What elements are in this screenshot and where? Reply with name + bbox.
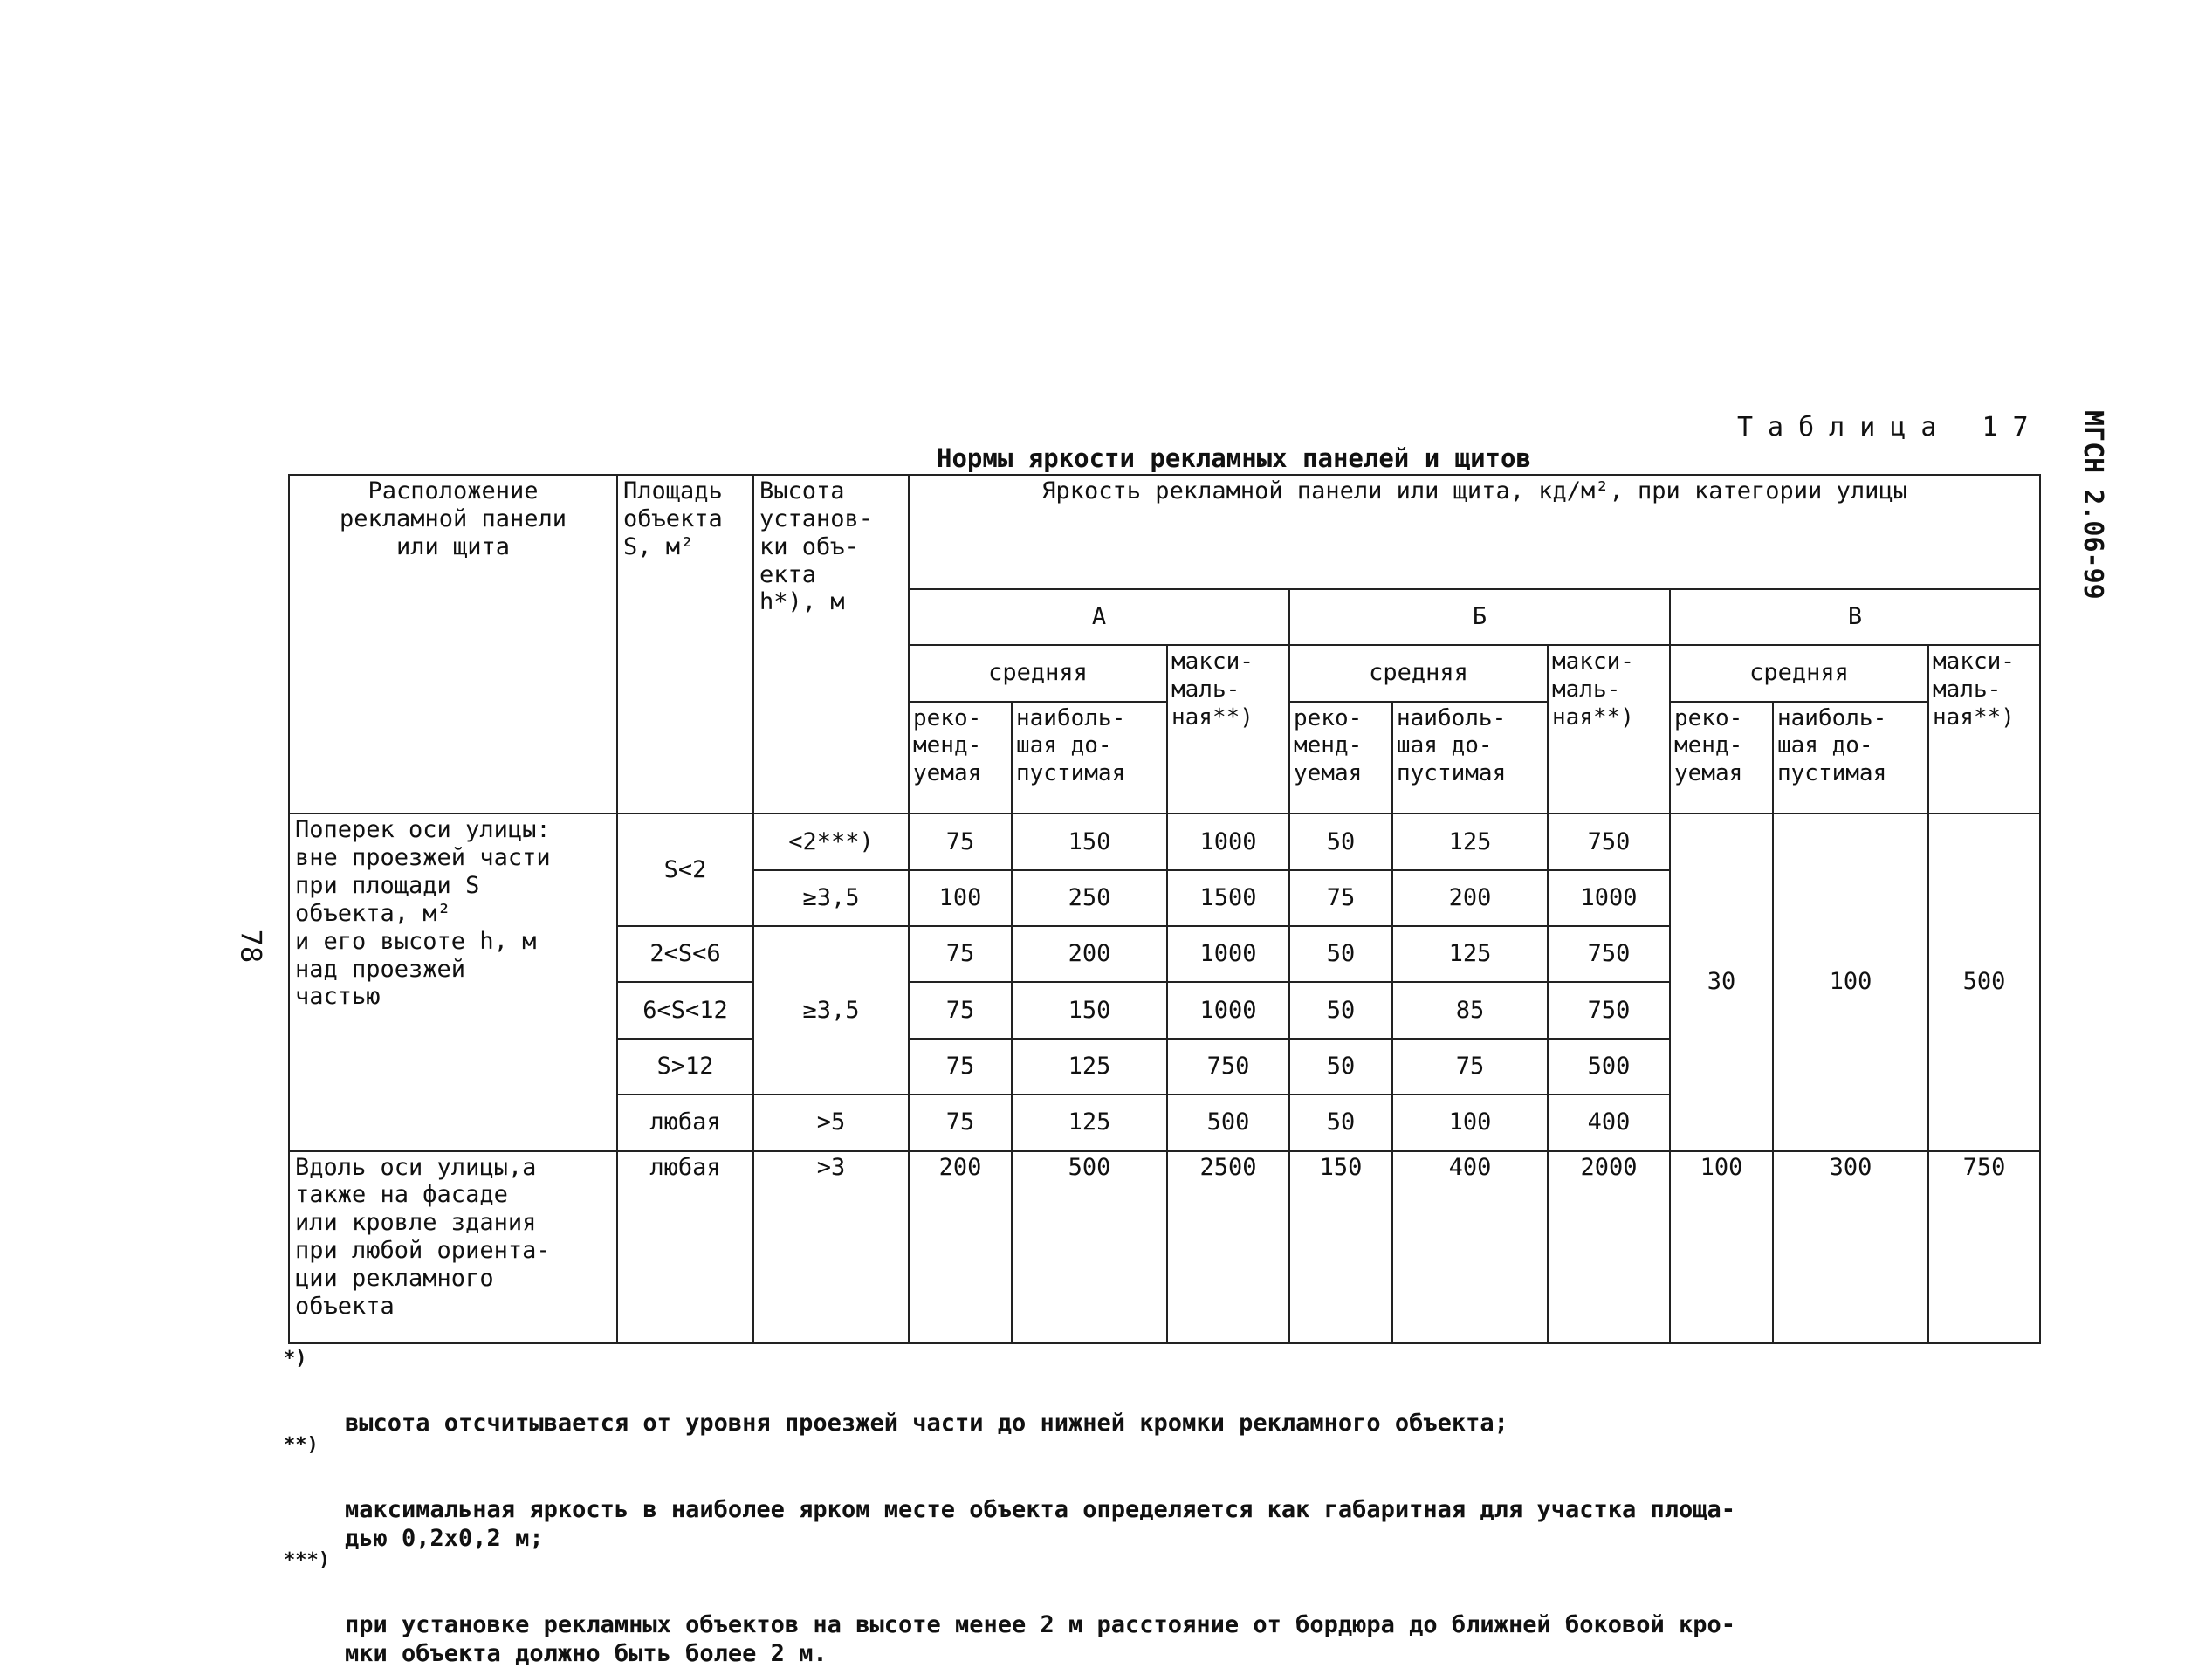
header-max-allowed: наиболь- шая до- пустимая (1012, 702, 1167, 814)
header-category-v: В (1670, 589, 2040, 645)
cell-height: >5 (753, 1095, 909, 1150)
table-cell: 100 (1670, 1151, 1773, 1343)
table-cell: 500 (1012, 1151, 1167, 1343)
table-cell: 75 (909, 813, 1012, 869)
footnote-text: максимальная яркость в наиболее ярком месте объекта определяется как габаритная для участка площа- дью 0,2х0,2 м; (345, 1496, 1736, 1552)
header-maximum: макси- маль- ная**) (1167, 645, 1289, 813)
table-cell: 100 (1392, 1095, 1548, 1150)
table-cell: 200 (1012, 926, 1167, 982)
header-brightness: Яркость рекламной панели или щита, кд/м², при категории улицы (909, 475, 2040, 589)
row-location-across: Поперек оси улицы: вне проезжей части при площади S объекта, м² и его высоте h, м над проезжей частью (289, 813, 617, 1150)
header-average: средняя (1670, 645, 1928, 701)
table-cell-category-v: 500 (1928, 813, 2040, 1150)
header-average: средняя (1289, 645, 1548, 701)
table-cell: 2500 (1167, 1151, 1289, 1343)
header-height: Высота установ- ки объ- екта h*), м (753, 475, 909, 813)
table-cell: 50 (1289, 1095, 1392, 1150)
footnote-text: при установке рекламных объектов на высоте менее 2 м расстояние от бордюра до ближней боковой кро- мки объекта должно быть более 2 м. (345, 1611, 1736, 1667)
cell-height: <2***) (753, 813, 909, 869)
header-category-a: А (909, 589, 1289, 645)
table-cell: 200 (909, 1151, 1012, 1343)
cell-height: ≥3,5 (753, 870, 909, 926)
table-cell: 1000 (1167, 926, 1289, 982)
table-cell-category-v: 100 (1773, 813, 1928, 1150)
footnote (284, 1434, 2099, 1553)
header-maximum: макси- маль- ная**) (1928, 645, 2040, 813)
table-cell: 100 (909, 870, 1012, 926)
table-cell: 1500 (1167, 870, 1289, 926)
table-cell: 50 (1289, 926, 1392, 982)
table-cell: 75 (909, 1095, 1012, 1150)
table-cell: 500 (1167, 1095, 1289, 1150)
header-recommended: реко- менд- уемая (1670, 702, 1773, 814)
cell-height: >3 (753, 1151, 909, 1343)
table-cell: 1000 (1167, 813, 1289, 869)
table-cell: 500 (1548, 1039, 1670, 1095)
table-cell-category-v: 30 (1670, 813, 1773, 1150)
table-title: Нормы яркости рекламных панелей и щитов (937, 443, 1531, 473)
footnotes (284, 1348, 2099, 1668)
table-cell: 750 (1548, 982, 1670, 1038)
cell-area: любая (617, 1151, 753, 1343)
table-cell: 50 (1289, 982, 1392, 1038)
table-cell: 300 (1773, 1151, 1928, 1343)
table-cell: 75 (1392, 1039, 1548, 1095)
table-cell: 750 (1548, 926, 1670, 982)
footnote-mark: *) (284, 1348, 307, 1369)
table-cell: 400 (1392, 1151, 1548, 1343)
table-cell: 2000 (1548, 1151, 1670, 1343)
table-cell: 125 (1392, 926, 1548, 982)
cell-area: S<2 (617, 813, 753, 926)
footnote (284, 1348, 2099, 1438)
table-cell: 1000 (1548, 870, 1670, 926)
row-location-along: Вдоль оси улицы,а также на фасаде или кровле здания при любой ориента- ции рекламного объекта (289, 1151, 617, 1343)
header-maximum: макси- маль- ная**) (1548, 645, 1670, 813)
table-cell: 75 (1289, 870, 1392, 926)
brightness-norms-table (288, 474, 2041, 1344)
table-cell: 150 (1012, 982, 1167, 1038)
header-recommended: реко- менд- уемая (1289, 702, 1392, 814)
cell-height: ≥3,5 (753, 926, 909, 1095)
table-cell: 400 (1548, 1095, 1670, 1150)
table-cell: 50 (1289, 1039, 1392, 1095)
header-recommended: реко- менд- уемая (909, 702, 1012, 814)
footnote-text: высота отсчитывается от уровня проезжей части до нижней кромки рекламного объекта; (345, 1410, 1508, 1437)
table-cell: 150 (1289, 1151, 1392, 1343)
table-label: Таблица 17 (1737, 412, 2044, 443)
footnote-mark: ***) (284, 1549, 330, 1571)
header-location: Расположение рекламной панели или щита (289, 475, 617, 813)
table-cell: 750 (1167, 1039, 1289, 1095)
footnote-mark: **) (284, 1434, 319, 1456)
header-max-allowed: наиболь- шая до- пустимая (1773, 702, 1928, 814)
cell-area: S>12 (617, 1039, 753, 1095)
cell-area: любая (617, 1095, 753, 1150)
table-cell: 75 (909, 982, 1012, 1038)
header-category-b: Б (1289, 589, 1670, 645)
table-cell: 200 (1392, 870, 1548, 926)
table-cell: 75 (909, 1039, 1012, 1095)
header-average: средняя (909, 645, 1167, 701)
table-cell: 250 (1012, 870, 1167, 926)
table-cell: 50 (1289, 813, 1392, 869)
cell-area: 2<S<6 (617, 926, 753, 982)
cell-area: 6<S<12 (617, 982, 753, 1038)
table-cell: 75 (909, 926, 1012, 982)
header-area: Площадь объекта S, м² (617, 475, 753, 813)
table-cell: 85 (1392, 982, 1548, 1038)
header-max-allowed: наиболь- шая до- пустимая (1392, 702, 1548, 814)
table-cell: 750 (1928, 1151, 2040, 1343)
table-cell: 150 (1012, 813, 1167, 869)
footnote (284, 1549, 2099, 1668)
table-cell: 125 (1012, 1039, 1167, 1095)
document-code: МГСН 2.06-99 (2078, 410, 2108, 600)
table-cell: 750 (1548, 813, 1670, 869)
table-cell: 1000 (1167, 982, 1289, 1038)
table-cell: 125 (1012, 1095, 1167, 1150)
table-cell: 125 (1392, 813, 1548, 869)
page-number: 78 (234, 929, 268, 964)
